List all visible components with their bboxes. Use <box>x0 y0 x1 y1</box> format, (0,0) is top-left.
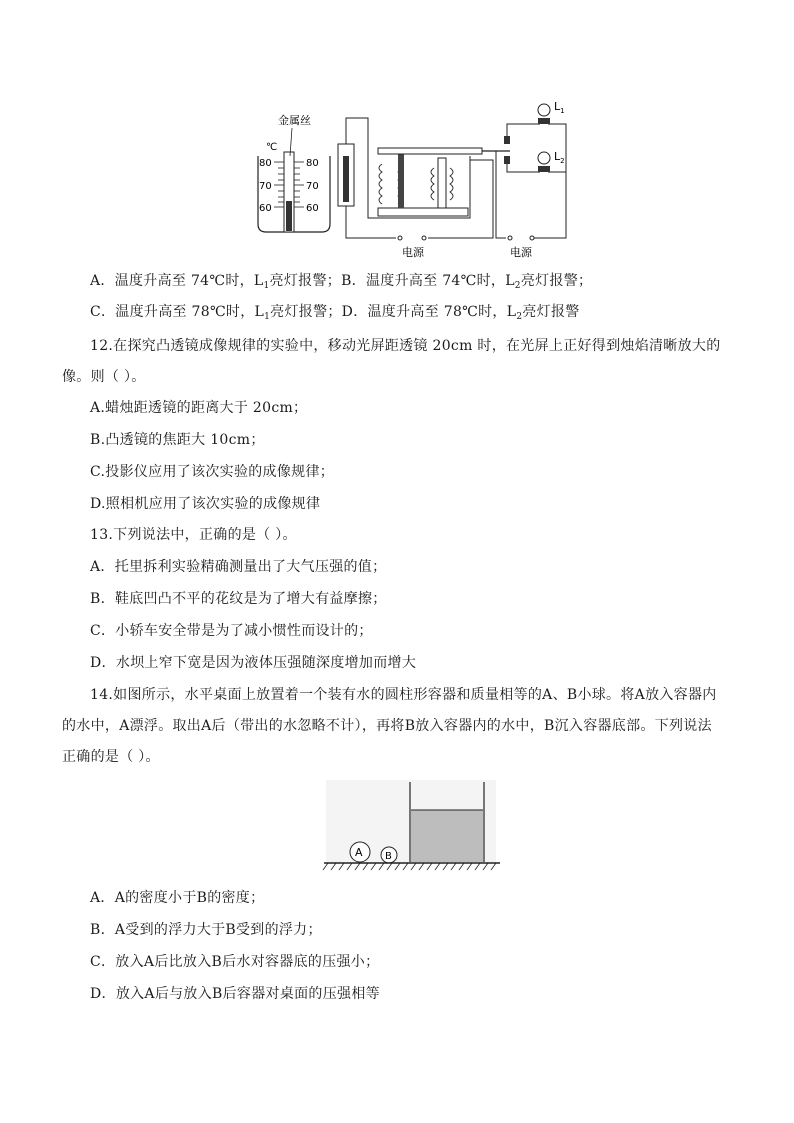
ball-b-label: B <box>385 851 392 862</box>
q12-option-a: A.蜡烛距透镜的距离大于 20cm； <box>90 400 308 416</box>
q12-option-d: D.照相机应用了该次实验的成像规律 <box>90 496 321 512</box>
scale-80-left: 80 <box>259 158 272 169</box>
lamp-l2-icon <box>538 152 550 172</box>
power-label-right: 电源 <box>510 246 532 259</box>
q13-option-a: A．托里拆利实验精确测量出了大气压强的值； <box>90 559 387 575</box>
q14-option-c: C．放入A后比放入B后水对容器底的压强小； <box>90 954 380 970</box>
q12-option-c: C.投影仪应用了该次实验的成像规律； <box>90 464 335 480</box>
ball-a-label: A <box>355 846 363 859</box>
container-balls-figure <box>322 778 502 878</box>
q12-option-b: B.凸透镜的焦距大 10cm； <box>90 432 265 448</box>
relay-circuit-figure <box>248 96 578 266</box>
q11-options-cd: C．温度升高至 78℃时，$L_1$亮灯报警；D．温度升高至 78℃时，$L_2$亮灯报警 <box>90 304 580 322</box>
unit-label: ℃ <box>266 142 278 153</box>
q14-option-d: D．放入A后与放入B后容器对桌面的压强相等 <box>90 986 380 1002</box>
lamp-l2-label: $L_2$ <box>554 150 565 165</box>
q13-stem: 13.下列说法中，正确的是（ ）。 <box>90 527 297 543</box>
q13-option-c: C．小轿车安全带是为了减小惯性而设计的； <box>90 623 373 639</box>
lamp-l1-label: $L_1$ <box>554 100 565 115</box>
q14-stem-line2: 的水中，A漂浮。取出A后（带出的水忽略不计），再将B放入容器内的水中，B沉入容器底部。下列说法 <box>62 718 712 734</box>
scale-60-right: 60 <box>306 203 319 214</box>
metal-wire-label: 金属丝 <box>278 114 311 127</box>
q14-stem-line1: 14.如图所示，水平桌面上放置着一个装有水的圆柱形容器和质量相等的A、B小球。将A放入容器内 <box>90 687 717 703</box>
q12-stem-line1: 12.在探究凸透镜成像规律的实验中，移动光屏距透镜 20cm 时，在光屏上正好得到烛焰清晰放大的 <box>90 338 721 354</box>
q13-option-d: D．水坝上窄下宽是因为液体压强随深度增加而增大 <box>90 655 417 671</box>
q14-option-b: B．A受到的浮力大于B受到的浮力； <box>90 922 322 938</box>
scale-80-right: 80 <box>306 158 319 169</box>
q14-stem-line3: 正确的是（ ）。 <box>62 749 160 765</box>
scale-70-left: 70 <box>259 181 272 192</box>
q12-stem-line2: 像。则（ ）。 <box>62 369 146 385</box>
power-label-left: 电源 <box>402 246 424 259</box>
lamp-l1-icon <box>538 104 550 124</box>
scale-70-right: 70 <box>306 181 319 192</box>
q14-option-a: A．A的密度小于B的密度； <box>90 890 265 906</box>
scale-60-left: 60 <box>259 203 272 214</box>
q11-options-ab: A．温度升高至 74℃时，$L_1$亮灯报警；B．温度升高至 74℃时，$L_2$亮灯报警； <box>90 273 593 291</box>
q13-option-b: B．鞋底凹凸不平的花纹是为了增大有益摩擦； <box>90 591 387 607</box>
